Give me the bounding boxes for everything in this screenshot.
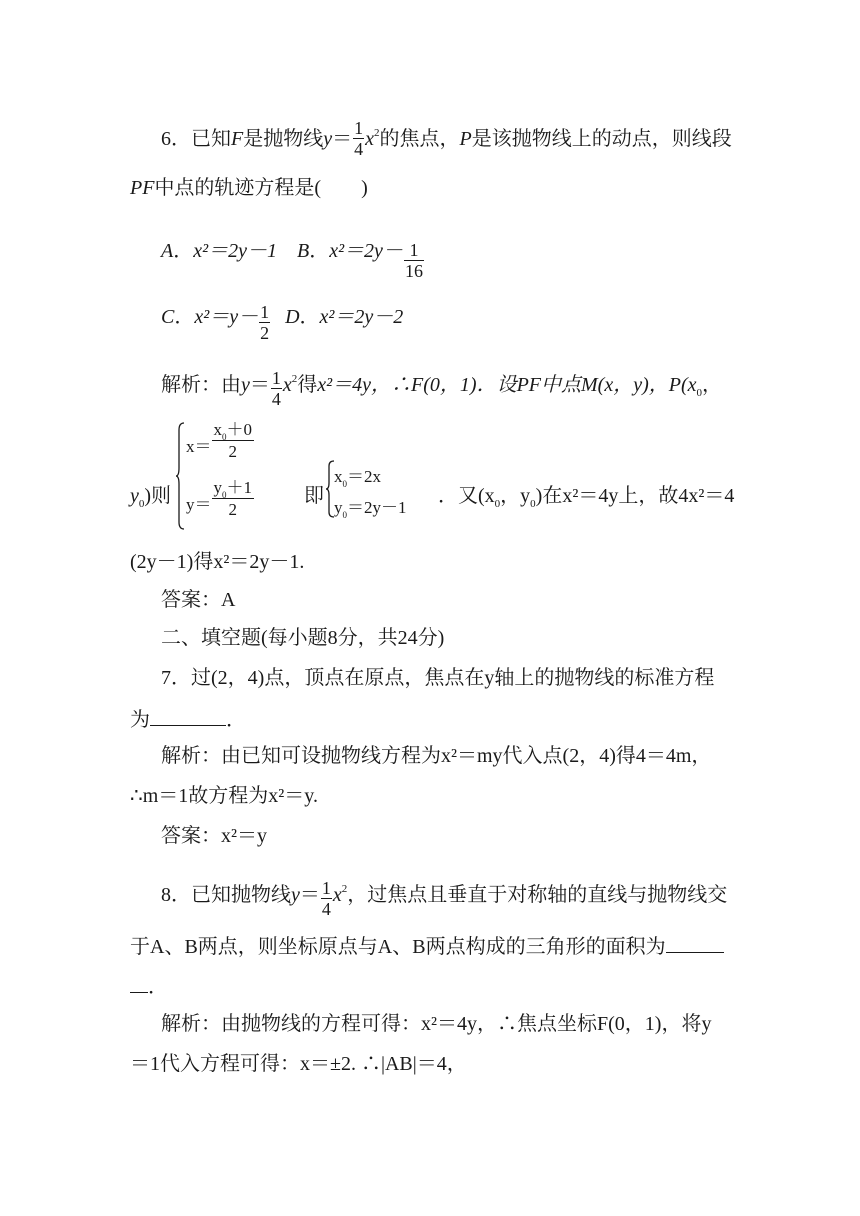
q6-options-cd (161, 298, 404, 343)
row-num-tail: ＋0 (226, 420, 252, 439)
q8-solution-line1 (161, 1014, 711, 1034)
row-lhs: x＝ (186, 437, 212, 456)
equation-system-1 (176, 420, 286, 530)
solution-text: ，y (500, 485, 531, 507)
equation-system-2 (326, 458, 436, 518)
equals: ＝ (299, 884, 320, 907)
dot: ． (173, 240, 194, 263)
equals: ＝ (332, 128, 353, 151)
solution-text: 得 (297, 374, 318, 397)
fraction-one-half (259, 302, 270, 343)
subscript: 0 (342, 479, 347, 489)
q8-text: ，过焦点且垂直于对称轴的直线与抛物线交 (347, 884, 728, 907)
ji-text (304, 486, 324, 506)
solution-text: 解析：由已知可设抛物线方程为x²＝my代入点(2，4)得4＝4m， (161, 745, 712, 767)
frac-den: 4 (271, 389, 281, 409)
system1-row1 (186, 420, 254, 463)
q6-line2 (130, 178, 368, 198)
var-y: y (323, 128, 333, 151)
fraction-one-quarter (321, 878, 332, 919)
subscript: 0 (342, 510, 347, 520)
system2-row1 (334, 462, 381, 487)
section-heading (161, 628, 444, 648)
row-num: y (213, 478, 222, 497)
solution-text: )则 (144, 485, 172, 507)
q8-line2 (130, 934, 724, 957)
q6-text: 6．已知 (161, 128, 231, 151)
dot: ． (309, 240, 330, 263)
row-den: 2 (228, 500, 237, 519)
frac-den: 16 (404, 261, 423, 281)
solution-text: ．又(x (438, 485, 495, 507)
var-PF: PF (130, 177, 155, 199)
dot: ． (174, 306, 195, 329)
q6-solution-line2-lead (130, 485, 172, 510)
option-label: D (285, 306, 300, 329)
system1-row2 (186, 478, 254, 521)
var-P: P (459, 128, 472, 151)
q7-text: 7．过(2，4)点，顶点在原点，焦点在y轴上的抛物线的标准方程 (161, 667, 715, 689)
dot: ． (299, 306, 320, 329)
frac-num: 1 (354, 118, 364, 138)
var-y: y (241, 374, 250, 397)
left-brace (176, 422, 186, 530)
solution-text: 即 (304, 485, 324, 507)
q6-line1 (161, 120, 732, 161)
fraction-one-quarter (353, 118, 364, 159)
q8-solution-line2 (130, 1054, 467, 1074)
subscript: 0 (494, 498, 501, 510)
var-y: y (291, 884, 300, 907)
var-x: x (282, 374, 292, 397)
solution-text: 解析：由抛物线的方程可得：x²＝4y，∴焦点坐标F(0，1)，将y (161, 1013, 712, 1035)
option-c-text: x²＝y－ (194, 306, 259, 329)
answer-blank-continued[interactable] (130, 974, 148, 993)
option-b-text: x²＝2y－ (329, 240, 403, 263)
row-rhs: ＝2x (347, 467, 381, 486)
frac-num: 1 (271, 368, 281, 388)
subscript: 0 (696, 387, 702, 400)
option-label: A (161, 240, 174, 263)
solution-text: ∴m＝1故方程为x²＝y. (130, 785, 318, 807)
option-label: C (161, 306, 175, 329)
q7-solution-line2 (130, 786, 318, 806)
row-den: 2 (228, 442, 237, 461)
section-title: 二、填空题(每小题8分，共24分) (161, 627, 445, 649)
equals: ＝ (249, 374, 270, 397)
q6-text: 中点的轨迹方程是( ) (154, 177, 368, 199)
row-num: x (213, 420, 222, 439)
answer-blank[interactable] (666, 934, 724, 953)
solution-text: ， (702, 374, 722, 397)
option-d-text: x²＝2y－2 (319, 306, 404, 329)
q6-options-ab (161, 232, 425, 281)
row-rhs: ＝2y－1 (347, 498, 407, 517)
q6-solution-line1 (161, 366, 722, 407)
q8-text: 于A、B两点，则坐标原点与A、B两点构成的三角形的面积为 (130, 936, 666, 958)
frac-num: 1 (404, 240, 424, 261)
var-F: F (231, 128, 244, 151)
q6-solution-line2-tail (438, 485, 735, 510)
superscript: 2 (291, 373, 298, 386)
answer-text: 答案：x²＝y (161, 825, 267, 847)
fraction-one-quarter (271, 368, 282, 409)
solution-text: (2y－1)得x²＝2y－1. (130, 551, 305, 573)
system2-row2 (334, 493, 407, 518)
q8-line3 (130, 974, 168, 997)
subscript: 0 (222, 490, 227, 500)
frac-den: 4 (321, 899, 331, 919)
subscript: 0 (222, 432, 227, 442)
row-num-tail: ＋1 (226, 478, 252, 497)
answer-blank[interactable] (150, 707, 226, 726)
q8-line1 (161, 876, 727, 917)
q8-text: 8．已知抛物线 (161, 884, 291, 907)
frac-num: 1 (260, 302, 270, 322)
superscript: 2 (341, 883, 348, 896)
frac-num: 1 (321, 878, 331, 898)
solution-label: 解析：由 (161, 374, 241, 397)
fraction-one-sixteenth (404, 240, 424, 281)
solution-text: )在x²＝4y上，故4x²＝4 (535, 485, 735, 507)
q7-line1 (161, 668, 714, 688)
row-lhs: y＝ (186, 495, 212, 514)
q7-solution-line1 (161, 746, 711, 766)
q6-text: 的焦点， (379, 128, 460, 151)
solution-text: x²＝4y，∴F(0，1)．设PF中点M(x，y)，P(x (317, 374, 697, 397)
subscript: 0 (530, 498, 536, 510)
solution-text: ＝1代入方程可得：x＝±2. ∴|AB|＝4， (130, 1053, 467, 1075)
frac-den: 4 (354, 139, 364, 159)
q6-text: 是抛物线 (243, 128, 324, 151)
q6-answer (161, 590, 235, 610)
q6-text: 是该抛物线上的动点，则线段 (471, 128, 732, 151)
q7-line2 (130, 707, 246, 730)
row-lhs: x (334, 467, 343, 486)
row-lhs: y (334, 498, 343, 517)
var-y: y (130, 485, 139, 507)
q7-answer (161, 826, 267, 846)
q6-solution-line3 (130, 552, 304, 572)
q7-text: ． (226, 709, 246, 731)
q7-text: 为 (130, 709, 150, 731)
q8-text: ． (148, 976, 168, 998)
subscript: 0 (138, 498, 145, 510)
option-label: B (296, 240, 310, 263)
answer-text: 答案：A (161, 589, 236, 611)
superscript: 2 (374, 127, 380, 140)
var-x: x (365, 128, 374, 151)
var-x: x (332, 884, 342, 907)
frac-den: 2 (260, 323, 270, 343)
option-a-text: x²＝2y－1 (193, 240, 277, 263)
